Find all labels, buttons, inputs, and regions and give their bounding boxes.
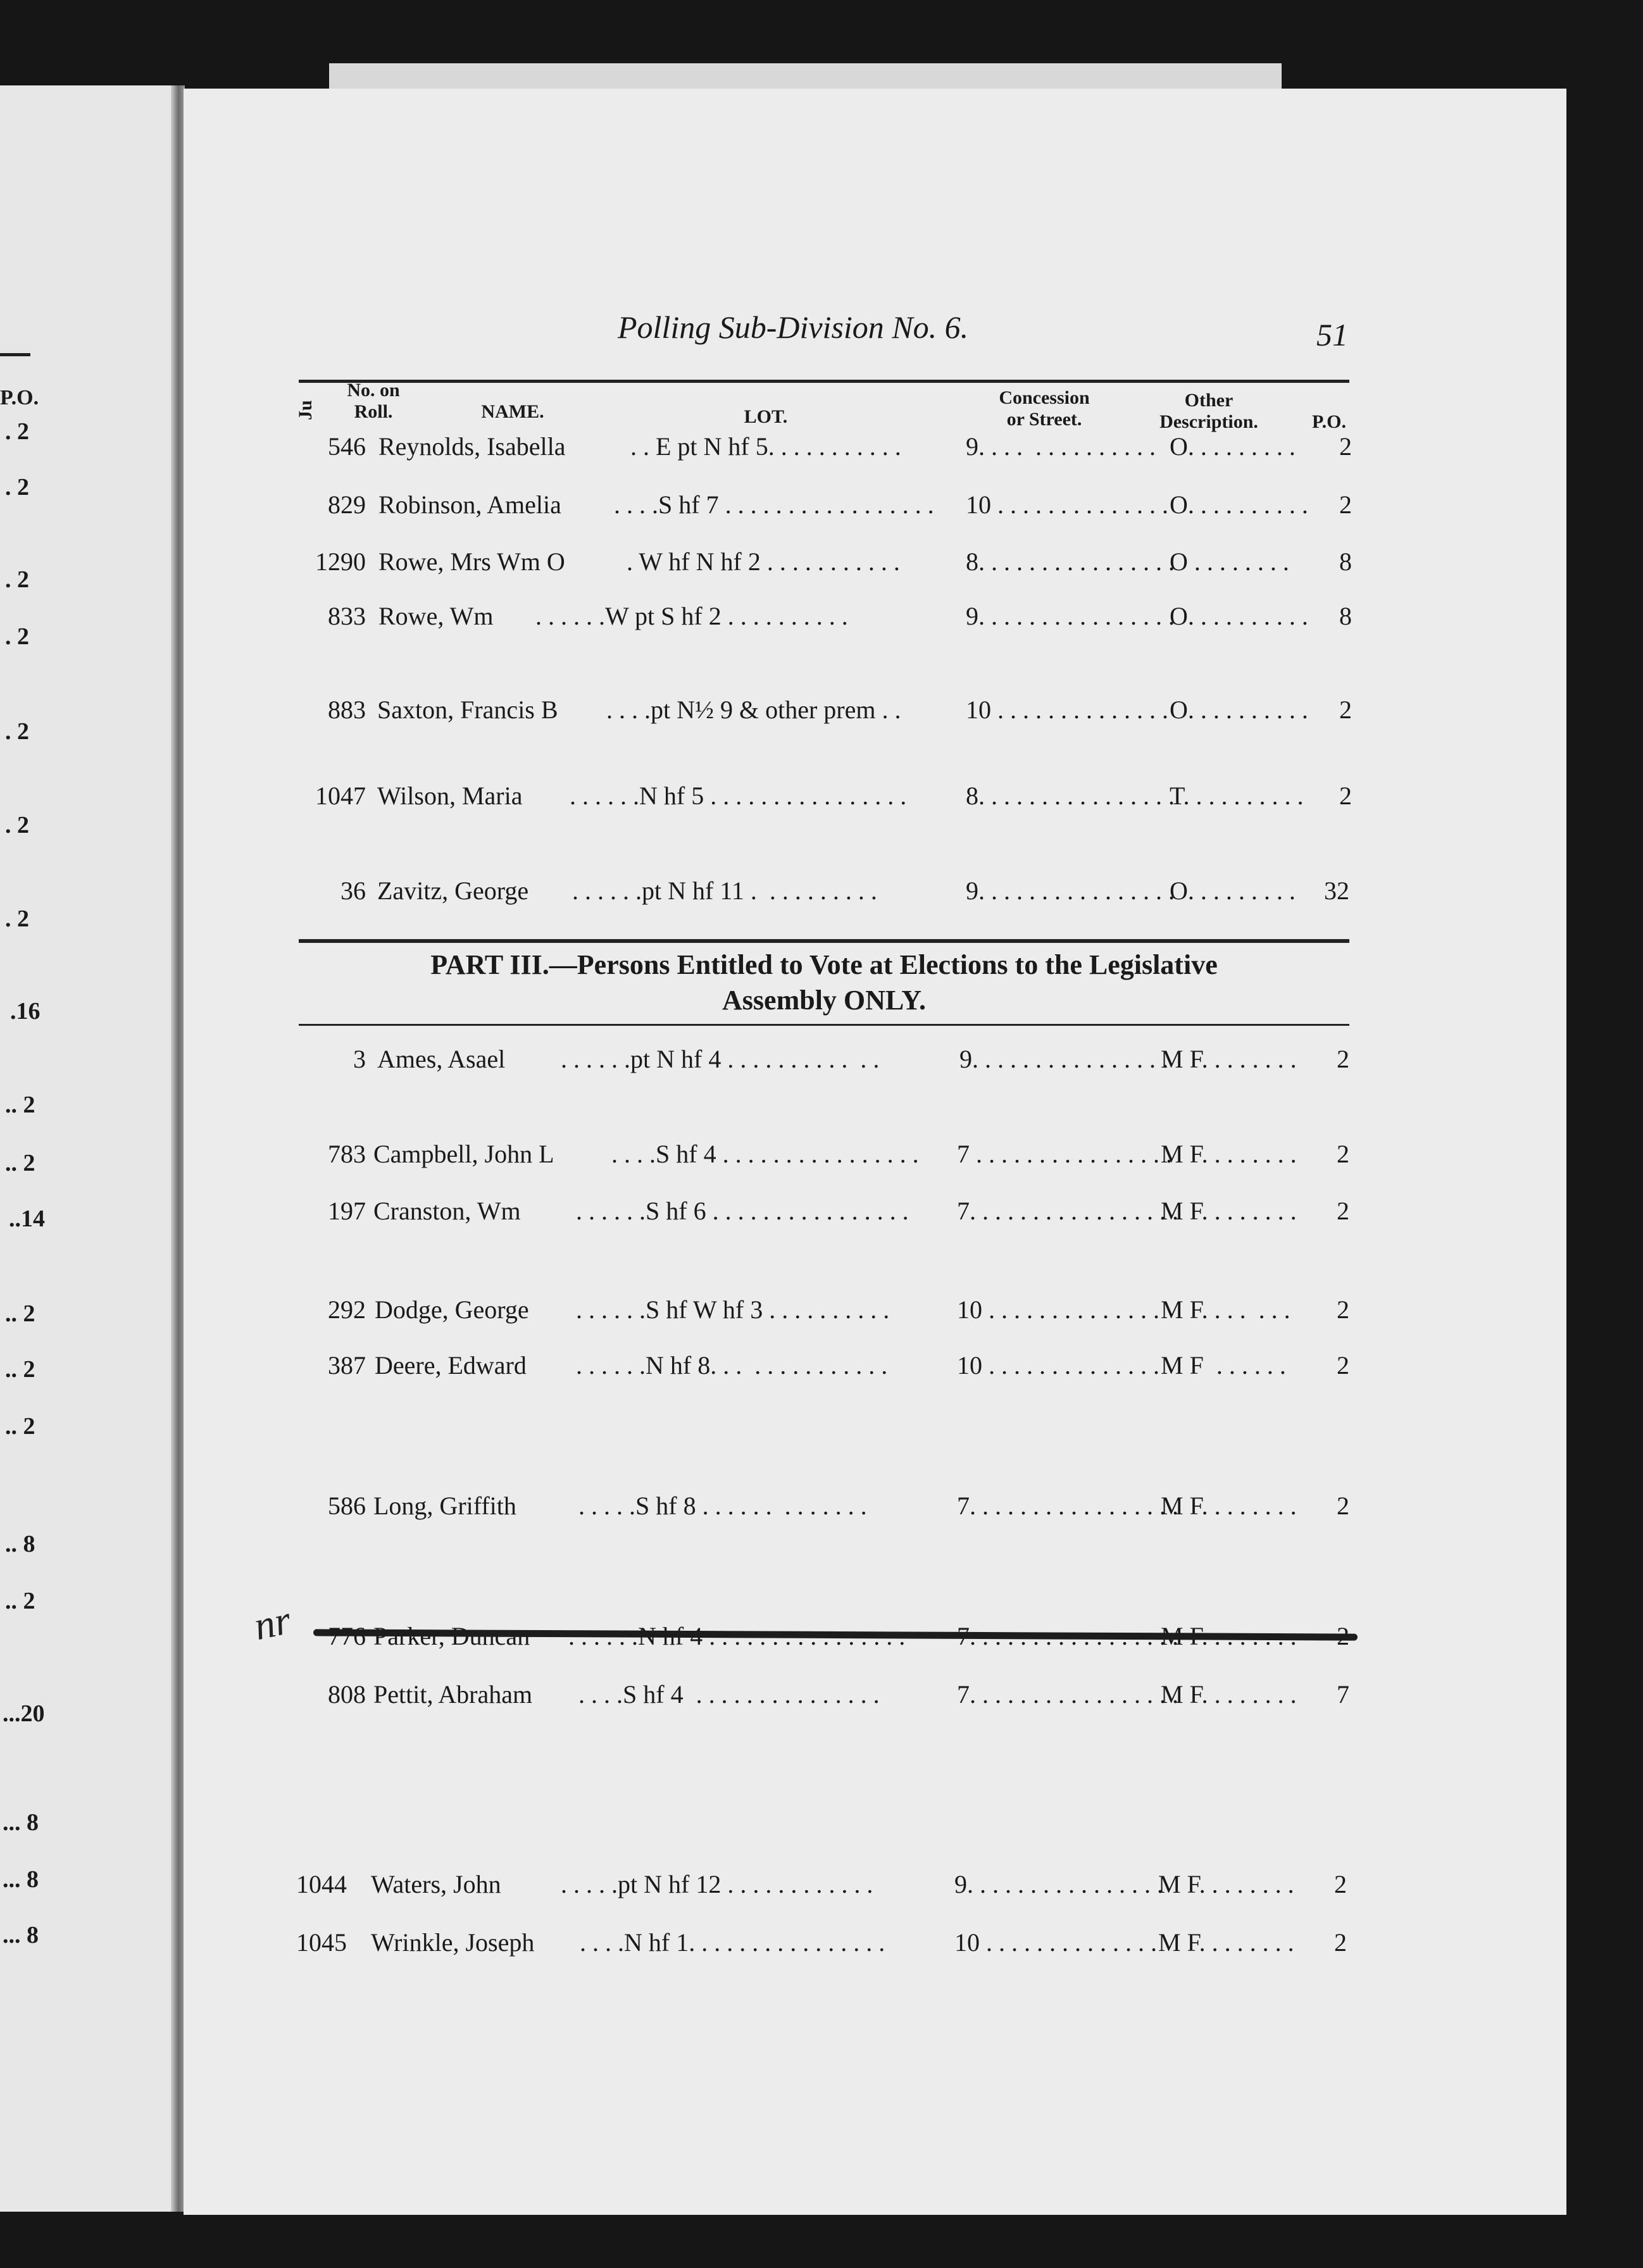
other-description: M F. . . . . . . . (1161, 1492, 1297, 1520)
concession: 7 . . . . . . . . . . . . . . . . (957, 1140, 1172, 1168)
post-office: 2 (1337, 1295, 1349, 1324)
other-description: M F. . . . . . . . (1161, 1140, 1297, 1168)
left-po-value: . 2 (5, 474, 29, 501)
other-description: M F. . . . . . . . (1161, 1197, 1297, 1225)
left-po-value: . 2 (5, 623, 29, 650)
left-po-value: .. 2 (5, 1588, 35, 1614)
ju-column-header: Ju (295, 400, 316, 420)
other-description: M F. . . . . . . . (1161, 1680, 1297, 1709)
left-po-value: ... 8 (3, 1866, 39, 1893)
post-office: 2 (1339, 695, 1352, 724)
other-description-column-header: Other Description. (1159, 390, 1258, 432)
lot: . . . . . .pt N hf 11 . . . . . . . . . . (572, 876, 877, 905)
other-description: M F. . . . . . . . (1158, 1928, 1294, 1957)
voter-name: Wilson, Maria (377, 782, 523, 810)
concession: 9. . . . . . . . . . . . . . . . (966, 602, 1175, 630)
concession: 10 . . . . . . . . . . . . . . (957, 1295, 1159, 1324)
other-description: O . . . . . . . . (1170, 547, 1289, 576)
concession: 9. . . . . . . . . . . . . . . . (954, 1870, 1163, 1898)
lot: . . . . . .W pt S hf 2 . . . . . . . . . . (535, 602, 848, 630)
voter-name: Deere, Edward (375, 1351, 527, 1380)
voter-name: Long, Griffith (373, 1492, 516, 1520)
roll-number: 1045 (296, 1928, 347, 1957)
roll-number: 586 (328, 1492, 366, 1520)
lot-column-header: LOT. (744, 406, 788, 427)
part3-bottom-rule (299, 1024, 1349, 1026)
left-po-value: .. 2 (5, 1413, 35, 1440)
lot: . . . .S hf 4 . . . . . . . . . . . . . . . (572, 1680, 880, 1709)
part3-title-line1: PART III.—Persons Entitled to Vote at Elections to the Legislative (430, 949, 1218, 980)
post-office: 7 (1337, 1680, 1349, 1709)
concession: 7. . . . . . . . . . . . . . . . . (957, 1492, 1178, 1520)
concession: 10 . . . . . . . . . . . . . . (957, 1351, 1159, 1380)
other-description: M F . . . . . . (1161, 1351, 1286, 1380)
roll-number: 829 (328, 490, 366, 519)
other-description: O. . . . . . . . . . (1170, 490, 1308, 519)
roll-number: 292 (328, 1295, 366, 1324)
lot: . . . . . .pt N hf 4 . . . . . . . . . . . . (554, 1045, 880, 1073)
part3-title-line2: Assembly ONLY. (722, 985, 926, 1016)
lot: . . E pt N hf 5. . . . . . . . . . . (630, 432, 901, 461)
concession: 7. . . . . . . . . . . . . . . . . (957, 1680, 1178, 1709)
post-office: 32 (1324, 876, 1349, 905)
other-description: M F. . . . . . . . (1161, 1045, 1297, 1073)
voter-name: Robinson, Amelia (378, 490, 561, 519)
lot: . . . . . .N hf 8. . . . . . . . . . . . . . (576, 1351, 888, 1380)
left-po-value: .16 (10, 998, 41, 1025)
po-column-header: P.O. (1312, 411, 1346, 432)
roll-number: 1047 (315, 782, 366, 810)
lot: . . . .pt N½ 9 & other prem . . (606, 695, 901, 724)
concession: 9. . . . . . . . . . . . . . (966, 432, 1156, 461)
left-po-value: .. 2 (5, 1150, 35, 1176)
left-po-value: ... 8 (3, 1809, 39, 1836)
post-office: 2 (1334, 1928, 1347, 1957)
left-header-rule (0, 353, 30, 356)
voter-name: Zavitz, George (377, 876, 529, 905)
concession: 8. . . . . . . . . . . . . . . . (966, 547, 1175, 576)
roll-number: 387 (328, 1351, 366, 1380)
voter-name: Saxton, Francis B (377, 695, 558, 724)
other-description: M F. . . . . . . . (1158, 1870, 1294, 1898)
roll-number: 197 (328, 1197, 366, 1225)
other-description: O. . . . . . . . . . (1170, 602, 1308, 630)
lot: . . . .S hf 7 . . . . . . . . . . . . . . . . . (614, 490, 934, 519)
post-office: 2 (1337, 1140, 1349, 1168)
part3-top-rule (299, 939, 1349, 943)
concession: 10 . . . . . . . . . . . . . . (954, 1928, 1157, 1957)
voter-name: Ames, Asael (377, 1045, 506, 1073)
voter-name: Rowe, Mrs Wm O (378, 547, 565, 576)
left-po-value: .. 2 (5, 1356, 35, 1383)
voter-name: Dodge, George (375, 1295, 529, 1324)
left-po-value: . 2 (5, 418, 29, 445)
roll-number: 3 (353, 1045, 366, 1073)
post-office: 8 (1339, 602, 1352, 630)
left-po-value: . 2 (5, 812, 29, 838)
voter-name: Pettit, Abraham (373, 1680, 533, 1709)
lot: . . . . . .S hf 6 . . . . . . . . . . . . . . . . (576, 1197, 909, 1225)
left-po-column (0, 0, 184, 2268)
other-description: O. . . . . . . . . (1170, 876, 1296, 905)
other-description: T. . . . . . . . . . (1170, 782, 1304, 810)
left-po-value: ...20 (3, 1700, 45, 1727)
left-po-value: . 2 (5, 906, 29, 932)
lot: . W hf N hf 2 . . . . . . . . . . . (620, 547, 900, 576)
roll-number: 1290 (315, 547, 366, 576)
roll-column-header: No. on Roll. (347, 380, 400, 422)
voter-name: Waters, John (371, 1870, 501, 1898)
lot: . . . . . .S hf W hf 3 . . . . . . . . . . (576, 1295, 890, 1324)
voter-name: Rowe, Wm (378, 602, 494, 630)
concession-column-header: Concession or Street. (999, 387, 1090, 430)
lot: . . . .N hf 1. . . . . . . . . . . . . . . . (573, 1928, 885, 1957)
name-column-header: NAME. (481, 401, 544, 422)
post-office: 2 (1339, 782, 1352, 810)
post-office: 2 (1337, 1492, 1349, 1520)
concession: 9. . . . . . . . . . . . . . . . (959, 1045, 1168, 1073)
post-office: 2 (1337, 1351, 1349, 1380)
post-office: 2 (1339, 490, 1352, 519)
lot: . . . .S hf 4 . . . . . . . . . . . . . . . . (611, 1140, 919, 1168)
voter-name: Cranston, Wm (373, 1197, 521, 1225)
other-description: O. . . . . . . . . (1170, 432, 1296, 461)
left-po-value: . 2 (5, 566, 29, 593)
voter-name: Reynolds, Isabella (378, 432, 566, 461)
post-office: 2 (1334, 1870, 1347, 1898)
post-office: 2 (1337, 1045, 1349, 1073)
left-po-value: ..14 (9, 1206, 45, 1232)
concession: 10 . . . . . . . . . . . . . . (966, 695, 1168, 724)
left-po-value: ... 8 (3, 1922, 39, 1948)
lot: . . . . .S hf 8 . . . . . . . . . . . . . (572, 1492, 867, 1520)
roll-number: 36 (340, 876, 366, 905)
roll-number: 833 (328, 602, 366, 630)
left-po-value: .. 2 (5, 1092, 35, 1118)
left-po-value: . 2 (5, 718, 29, 745)
concession: 9. . . . . . . . . . . . . . . . (966, 876, 1175, 905)
post-office: 8 (1339, 547, 1352, 576)
left-po-value: .. 2 (5, 1300, 35, 1327)
concession: 10 . . . . . . . . . . . . . . (966, 490, 1168, 519)
concession: 7. . . . . . . . . . . . . . . . . (957, 1197, 1178, 1225)
page-number: 51 (1316, 317, 1348, 352)
post-office: 2 (1337, 1197, 1349, 1225)
other-description: O. . . . . . . . . . (1170, 695, 1308, 724)
handwritten-margin-note: nr (250, 1597, 295, 1649)
left-po-header: P.O. (0, 386, 39, 409)
lot: . . . . . .N hf 5 . . . . . . . . . . . . . . . . (570, 782, 907, 810)
voter-name: Campbell, John L (373, 1140, 554, 1168)
voter-name: Wrinkle, Joseph (371, 1928, 535, 1957)
post-office: 2 (1339, 432, 1352, 461)
roll-number: 1044 (296, 1870, 347, 1898)
page-title: Polling Sub-Division No. 6. (618, 309, 969, 345)
roll-number: 783 (328, 1140, 366, 1168)
left-po-value: .. 8 (5, 1531, 35, 1557)
header-rule (299, 380, 1349, 383)
roll-number: 546 (328, 432, 366, 461)
other-description: M F. . . . . . . (1161, 1295, 1290, 1324)
concession: 8. . . . . . . . . . . . . . . . (966, 782, 1175, 810)
roll-number: 883 (328, 695, 366, 724)
lot: . . . . .pt N hf 12 . . . . . . . . . . . . (554, 1870, 873, 1898)
roll-number: 808 (328, 1680, 366, 1709)
